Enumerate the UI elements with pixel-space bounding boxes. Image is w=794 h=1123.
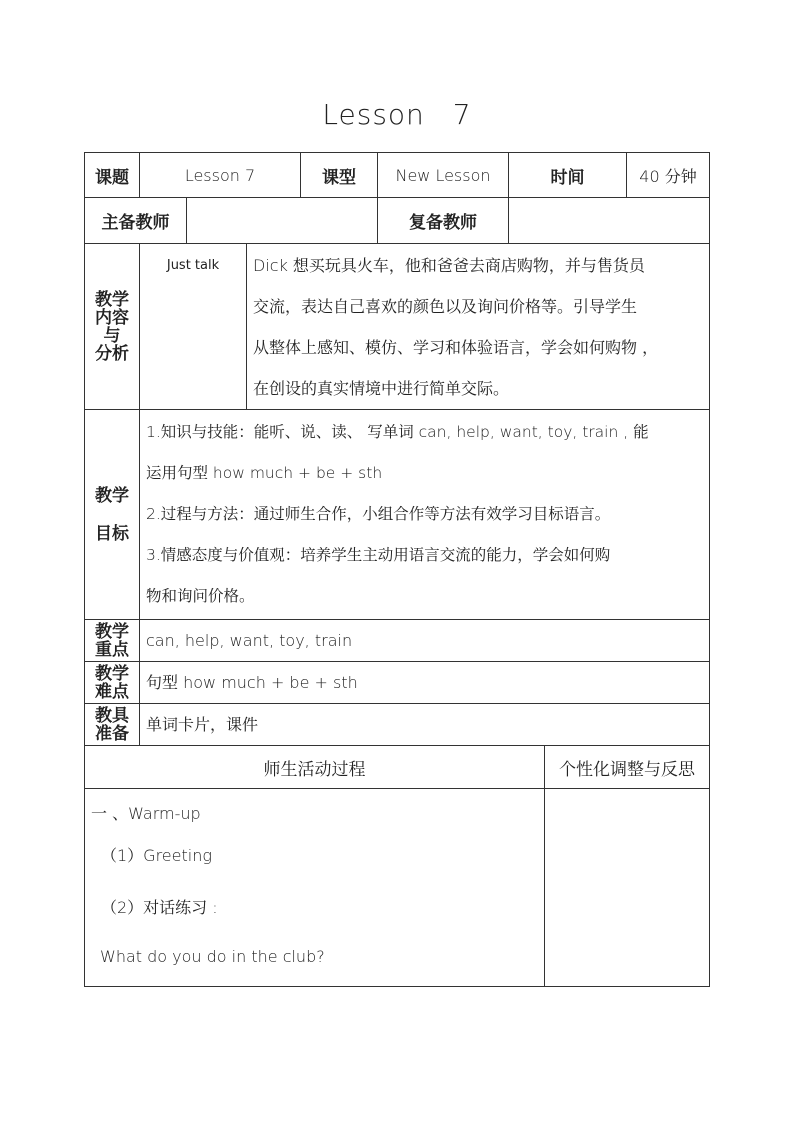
- main-teacher-label: 主备教师: [85, 198, 187, 244]
- topic-value: Lesson 7: [140, 153, 301, 198]
- type-label: 课型: [301, 153, 378, 198]
- co-teacher-value: [509, 198, 710, 244]
- process-header-left: 师生活动过程: [85, 746, 545, 789]
- process-content: [85, 789, 545, 987]
- row-difficult-points: [85, 662, 710, 704]
- row-process: [85, 789, 710, 987]
- title-word: Lesson: [322, 98, 425, 131]
- club-question: What do you do in the club?: [100, 947, 325, 966]
- page-title: [0, 98, 794, 131]
- greeting-item: （1）Greeting: [101, 846, 212, 865]
- content-sub-label: Just talk: [140, 244, 247, 410]
- title-number: 7: [452, 98, 472, 131]
- main-teacher-value: [187, 198, 378, 244]
- time-value: 40 分钟: [627, 153, 710, 198]
- key-label: 教学 重点: [85, 620, 140, 662]
- type-value: New Lesson: [378, 153, 509, 198]
- goals-text: 1.知识与技能：能听、说、读、 写单词 can, help, want, toy, train , 能 运用句型 how much + be + sth 2.过程与方法：通过师生合作，小组合作等方法有效学习目标语言。 3.情感态度与价值观：培养学生主动用语言交流的能力，学会如何购 物和询问价格。: [140, 410, 710, 620]
- row-key-points: [85, 620, 710, 662]
- co-teacher-label: 复备教师: [378, 198, 509, 244]
- difficult-label: 教学 难点: [85, 662, 140, 704]
- process-header-right: 个性化调整与反思: [545, 746, 710, 789]
- row-basic-info: [85, 153, 710, 198]
- row-content-analysis: [85, 244, 710, 410]
- dialogue-item: （2）对话练习 :: [101, 898, 218, 917]
- row-teaching-tools: [85, 704, 710, 746]
- content-label: 教学 内容 与 分析: [85, 244, 140, 410]
- row-process-header: [85, 746, 710, 789]
- time-label: 时间: [509, 153, 627, 198]
- warmup-heading: 一 、Warm-up: [91, 804, 201, 823]
- content-text: Dick 想买玩具火车，他和爸爸去商店购物，并与售货员 交流，表达自己喜欢的颜色以及询问价格等。引导学生 从整体上感知、模仿、学习和体验语言，学会如何购物 ， 在创设的真实情境中进行简单交际。: [247, 244, 710, 410]
- goals-label: 教学 目标: [85, 410, 140, 620]
- tools-value: 单词卡片，课件: [140, 704, 710, 746]
- lesson-plan-table: [84, 152, 710, 987]
- key-value: can, help, want, toy, train: [140, 620, 710, 662]
- reflection-cell: [545, 789, 710, 987]
- topic-label: 课题: [85, 153, 140, 198]
- row-goals: [85, 410, 710, 620]
- difficult-value: 句型 how much + be + sth: [140, 662, 710, 704]
- tools-label: 教具 准备: [85, 704, 140, 746]
- row-teachers: [85, 198, 710, 244]
